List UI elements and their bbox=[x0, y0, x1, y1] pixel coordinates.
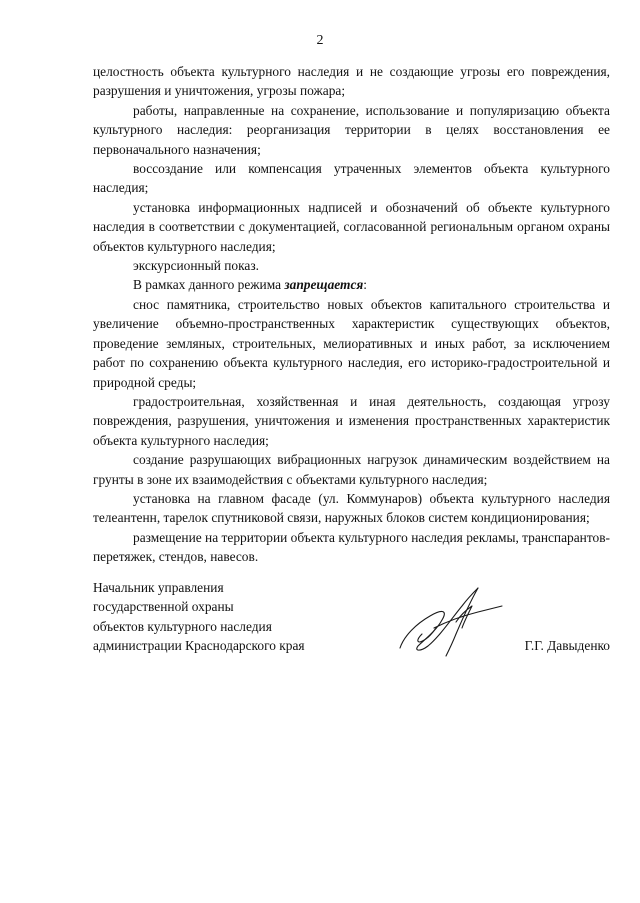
prohibited-keyword: запрещается bbox=[284, 277, 364, 293]
document-body bbox=[93, 62, 610, 567]
paragraph-6 bbox=[93, 275, 610, 294]
signatory-title-line: государственной охраны bbox=[93, 599, 234, 615]
signature-block bbox=[93, 578, 610, 678]
signatory-title bbox=[93, 578, 305, 656]
paragraph-11: размещение на территории объекта культурного наследия рекламы, транспарантов-перетяжек, стендов, навесов. bbox=[93, 529, 610, 565]
paragraph-1: целостность объекта культурного наследия и не создающие угрозы его повреждения, разрушения и уничтожения, угрозы пожара; bbox=[93, 64, 610, 99]
paragraph-3: воссоздание или компенсация утраченных элементов объекта культурного наследия; bbox=[93, 161, 610, 196]
page-number: 2 bbox=[316, 33, 324, 48]
paragraph-5: экскурсионный показ. bbox=[133, 258, 259, 274]
signatory-title-line: объектов культурного наследия bbox=[93, 618, 272, 634]
paragraph-10: установка на главном фасаде (ул. Коммунаров) объекта культурного наследия телеантенн, тарелок спутниковой связи, наружных блоков систем кондиционирования; bbox=[93, 490, 610, 526]
signatory-name: Г.Г. Давыденко bbox=[524, 638, 610, 653]
paragraph-7: снос памятника, строительство новых объектов капитального строительства и увеличение объемно-пространственных характеристик существующих объектов, проведение земляных, строительных, мелиоративных и иных работ, за исключением работ по сохранению объекта культурного наследия, его историко-градостроительной и природной среды; bbox=[93, 296, 610, 390]
paragraph-6-lead: В рамках данного режима bbox=[133, 277, 285, 293]
paragraph-2: работы, направленные на сохранение, использование и популяризацию объекта культурного наследия: реорганизация территории в целях восстановления ее первоначального назначения; bbox=[93, 102, 610, 157]
paragraph-8: градостроительная, хозяйственная и иная деятельность, создающая угрозу повреждения, разрушения, уничтожения и изменения пространственных характеристик объекта культурного наследия; bbox=[93, 393, 610, 448]
paragraph-6-tail: : bbox=[363, 277, 368, 293]
signatory-title-line: Начальник управления bbox=[93, 580, 224, 595]
handwritten-signature bbox=[396, 576, 506, 664]
signatory-title-line: администрации Краснодарского края bbox=[93, 638, 305, 654]
paragraph-9: создание разрушающих вибрационных нагрузок динамическим воздействием на грунты в зоне их взаимодействия с объектами культурного наследия; bbox=[93, 452, 610, 487]
paragraph-4: установка информационных надписей и обозначений об объекте культурного наследия в соответствии с документацией, согласованной региональным органом охраны объектов культурного наследия; bbox=[93, 199, 610, 254]
